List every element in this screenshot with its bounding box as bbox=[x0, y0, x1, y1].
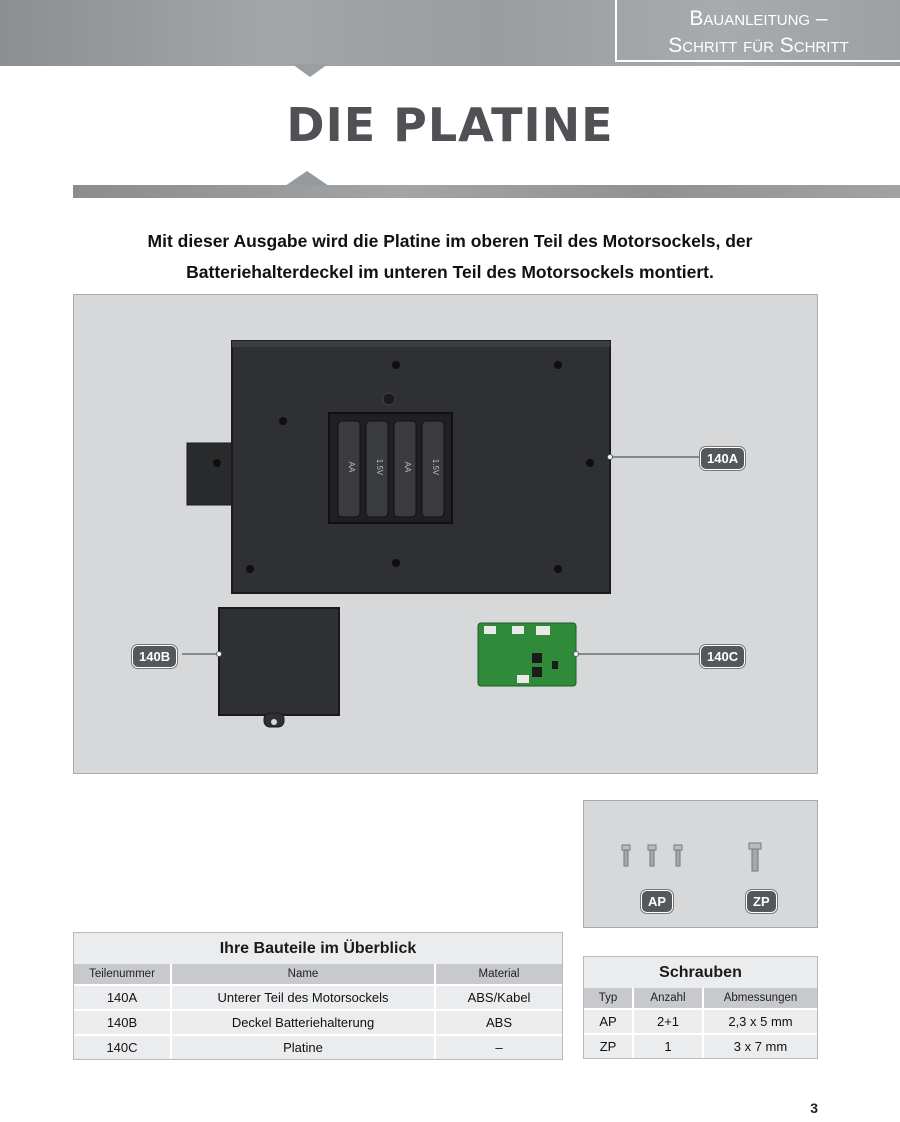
battery-cover-part bbox=[219, 608, 339, 727]
series-title-line1: Bauanleitung – bbox=[689, 7, 828, 30]
part-label-140b: 140B bbox=[132, 645, 177, 668]
table-cell: 140B bbox=[74, 1010, 171, 1035]
page-number: 3 bbox=[810, 1100, 818, 1116]
parts-illustration bbox=[74, 295, 819, 775]
screws-table-header-row bbox=[584, 988, 817, 1009]
zp-screw bbox=[749, 843, 761, 871]
table-cell: 140A bbox=[74, 985, 171, 1010]
table-row bbox=[584, 1009, 817, 1034]
table-row bbox=[74, 985, 562, 1010]
screws-table-header: Anzahl bbox=[633, 988, 703, 1009]
table-cell: Platine bbox=[171, 1035, 435, 1059]
table-cell: ABS/Kabel bbox=[435, 985, 562, 1010]
table-cell: 1 bbox=[633, 1034, 703, 1058]
parts-table-header-row bbox=[74, 964, 562, 985]
table-cell: – bbox=[435, 1035, 562, 1059]
table-cell: ABS bbox=[435, 1010, 562, 1035]
series-title bbox=[615, 0, 900, 62]
page-title: DIE PLATINE bbox=[286, 98, 614, 152]
parts-table-title: Ihre Bauteile im Überblick bbox=[74, 933, 562, 964]
circuit-board-part bbox=[478, 623, 576, 686]
intro-line-1: Mit dieser Ausgabe wird die Platine im oberen Teil des Motorsockels, der bbox=[147, 231, 753, 251]
parts-table-header: Material bbox=[435, 964, 562, 985]
table-cell: Deckel Batteriehalterung bbox=[171, 1010, 435, 1035]
parts-table bbox=[73, 932, 563, 1060]
title-underline-bar bbox=[73, 185, 900, 198]
battery-label: AA bbox=[347, 461, 356, 473]
screws-table-title: Schrauben bbox=[584, 957, 817, 988]
parts-table-header: Teilenummer bbox=[74, 964, 171, 985]
table-cell: Unterer Teil des Motorsockels bbox=[171, 985, 435, 1010]
table-cell: 2+1 bbox=[633, 1009, 703, 1034]
header-notch bbox=[292, 64, 328, 77]
battery-label: 1.5V bbox=[375, 458, 384, 476]
series-title-line2: Schritt für Schritt bbox=[668, 34, 849, 57]
title-bar-peak bbox=[285, 171, 329, 186]
part-label-140c: 140C bbox=[700, 645, 745, 668]
part-label-140a: 140A bbox=[700, 447, 745, 470]
parts-table-grid bbox=[74, 964, 562, 1059]
screws-illustration bbox=[584, 801, 819, 929]
parts-table-header: Name bbox=[171, 964, 435, 985]
table-row bbox=[74, 1035, 562, 1059]
screws-photo bbox=[583, 800, 818, 928]
table-cell: 2,3 x 5 mm bbox=[703, 1009, 817, 1034]
screws-table bbox=[583, 956, 818, 1059]
table-row bbox=[584, 1034, 817, 1058]
table-row bbox=[74, 1010, 562, 1035]
table-cell: AP bbox=[584, 1009, 633, 1034]
battery-label: AA bbox=[403, 461, 412, 473]
screw-label-ap: AP bbox=[641, 890, 673, 913]
screw-label-zp: ZP bbox=[746, 890, 777, 913]
table-cell: ZP bbox=[584, 1034, 633, 1058]
intro-text bbox=[90, 226, 810, 288]
intro-line-2: Batteriehalterdeckel im unteren Teil des Motorsockels montiert. bbox=[186, 262, 714, 282]
screws-table-header: Typ bbox=[584, 988, 633, 1009]
battery-label: 1.5V bbox=[431, 458, 440, 476]
table-cell: 140C bbox=[74, 1035, 171, 1059]
table-cell: 3 x 7 mm bbox=[703, 1034, 817, 1058]
parts-photo bbox=[73, 294, 818, 774]
screws-table-header: Abmessungen bbox=[703, 988, 817, 1009]
screws-table-grid bbox=[584, 988, 817, 1058]
ap-screws bbox=[622, 845, 682, 866]
